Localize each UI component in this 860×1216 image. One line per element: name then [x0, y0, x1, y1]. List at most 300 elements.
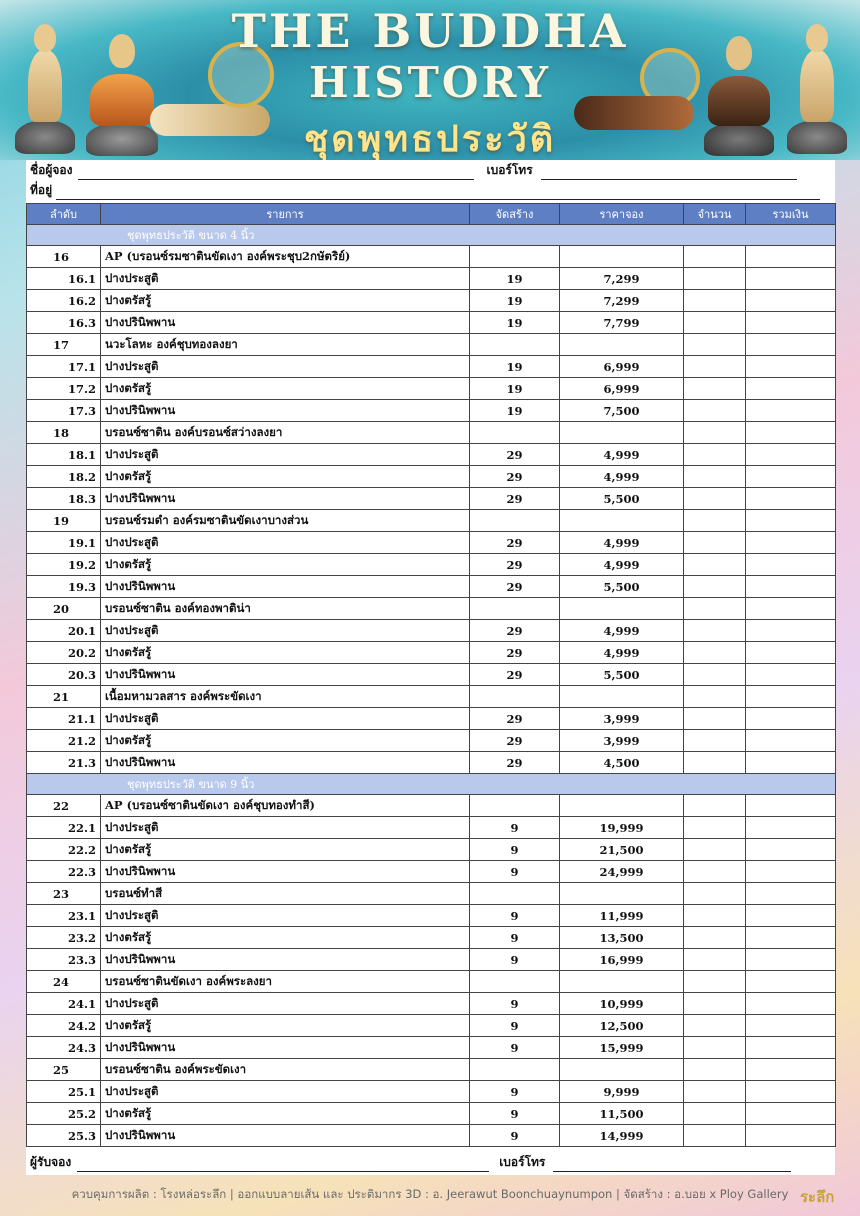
booking-price-cell: 3,999 [560, 730, 684, 752]
item-name-cell: ปางตรัสรู้ [101, 730, 470, 752]
order-no-cell: 23.1 [27, 905, 101, 927]
production-count-cell [470, 686, 560, 708]
quantity-input-cell[interactable] [684, 334, 746, 356]
item-name-cell: ปางตรัสรู้ [101, 1103, 470, 1125]
booking-price-cell: 14,999 [560, 1125, 684, 1147]
order-form-panel [26, 160, 835, 1175]
quantity-input-cell[interactable] [684, 444, 746, 466]
quantity-input-cell[interactable] [684, 576, 746, 598]
item-name-cell: ปางประสูติ [101, 356, 470, 378]
total-cell [746, 422, 836, 444]
production-count-cell [470, 598, 560, 620]
booking-price-cell: 11,999 [560, 905, 684, 927]
item-name-cell: บรอนซ์ซาติน องค์พระขัดเงา [101, 1059, 470, 1081]
production-count-cell: 29 [470, 532, 560, 554]
total-cell [746, 1103, 836, 1125]
item-name-cell: ปางประสูติ [101, 620, 470, 642]
quantity-input-cell[interactable] [684, 554, 746, 576]
production-count-cell [470, 246, 560, 268]
quantity-input-cell[interactable] [684, 422, 746, 444]
item-name-cell: บรอนซ์ซาติน องค์บรอนซ์สว่างลงยา [101, 422, 470, 444]
order-no-cell: 16.3 [27, 312, 101, 334]
product-row [27, 444, 836, 466]
item-name-cell: ปางประสูติ [101, 532, 470, 554]
product-group-row [27, 1059, 836, 1081]
product-row [27, 730, 836, 752]
product-row [27, 466, 836, 488]
product-row [27, 378, 836, 400]
quantity-input-cell[interactable] [684, 949, 746, 971]
total-cell [746, 730, 836, 752]
production-count-cell: 29 [470, 642, 560, 664]
booking-price-cell: 4,999 [560, 532, 684, 554]
item-name-cell: บรอนซ์ซาตินขัดเงา องค์พระลงยา [101, 971, 470, 993]
product-row [27, 993, 836, 1015]
order-no-cell: 16.2 [27, 290, 101, 312]
booking-price-cell: 6,999 [560, 378, 684, 400]
production-count-cell: 19 [470, 268, 560, 290]
item-name-cell: ปางปรินิพพาน [101, 312, 470, 334]
product-row [27, 1125, 836, 1147]
quantity-input-cell[interactable] [684, 620, 746, 642]
production-count-cell: 29 [470, 576, 560, 598]
total-cell [746, 686, 836, 708]
order-no-cell: 25.2 [27, 1103, 101, 1125]
title-thai: ชุดพุทธประวัติ [303, 118, 557, 160]
booking-price-cell: 5,500 [560, 576, 684, 598]
table-header-row [27, 204, 836, 225]
total-cell [746, 268, 836, 290]
booking-price-cell: 4,500 [560, 752, 684, 774]
booking-price-cell: 4,999 [560, 466, 684, 488]
total-cell [746, 905, 836, 927]
production-count-cell: 19 [470, 400, 560, 422]
title-history: HISTORY [308, 58, 552, 107]
product-row [27, 927, 836, 949]
order-no-cell: 23 [27, 883, 101, 905]
production-count-cell: 9 [470, 1037, 560, 1059]
order-no-cell: 21 [27, 686, 101, 708]
quantity-input-cell[interactable] [684, 1125, 746, 1147]
item-name-cell: AP (บรอนซ์ซาตินขัดเงา องค์ชุบทองทำสี) [101, 795, 470, 817]
total-cell [746, 620, 836, 642]
booking-price-cell: 19,999 [560, 817, 684, 839]
production-count-cell [470, 795, 560, 817]
booking-price-cell: 4,999 [560, 444, 684, 466]
product-row [27, 400, 836, 422]
booking-price-cell: 4,999 [560, 620, 684, 642]
product-group-row [27, 795, 836, 817]
order-no-cell: 18.3 [27, 488, 101, 510]
booking-price-cell: 3,999 [560, 708, 684, 730]
booking-price-cell: 15,999 [560, 1037, 684, 1059]
total-cell [746, 598, 836, 620]
phone-label: เบอร์โทร [486, 163, 533, 177]
total-cell [746, 927, 836, 949]
booking-price-cell [560, 422, 684, 444]
order-no-cell: 24.1 [27, 993, 101, 1015]
product-row [27, 312, 836, 334]
booking-price-cell: 5,500 [560, 488, 684, 510]
order-no-cell: 22 [27, 795, 101, 817]
product-group-row [27, 334, 836, 356]
quantity-input-cell[interactable] [684, 642, 746, 664]
total-cell [746, 1059, 836, 1081]
order-no-cell: 20.3 [27, 664, 101, 686]
order-no-cell: 17.1 [27, 356, 101, 378]
quantity-input-cell[interactable] [684, 686, 746, 708]
total-cell [746, 1125, 836, 1147]
order-no-cell: 18.1 [27, 444, 101, 466]
table-body [27, 225, 836, 1147]
total-cell [746, 334, 836, 356]
total-cell [746, 378, 836, 400]
name-field[interactable] [78, 167, 474, 180]
item-name-cell: ปางตรัสรู้ [101, 466, 470, 488]
production-count-cell [470, 510, 560, 532]
product-row [27, 949, 836, 971]
header-item: รายการ [101, 204, 470, 225]
production-count-cell: 29 [470, 708, 560, 730]
production-count-cell [470, 334, 560, 356]
booking-price-cell: 13,500 [560, 927, 684, 949]
booking-price-cell: 7,799 [560, 312, 684, 334]
total-cell [746, 642, 836, 664]
production-count-cell: 19 [470, 378, 560, 400]
order-no-cell: 25.3 [27, 1125, 101, 1147]
name-phone-row [30, 162, 830, 180]
quantity-input-cell[interactable] [684, 488, 746, 510]
quantity-input-cell[interactable] [684, 752, 746, 774]
order-no-cell: 16 [27, 246, 101, 268]
production-count-cell: 29 [470, 444, 560, 466]
quantity-input-cell[interactable] [684, 839, 746, 861]
production-count-cell [470, 883, 560, 905]
total-cell [746, 795, 836, 817]
production-count-cell [470, 1059, 560, 1081]
quantity-input-cell[interactable] [684, 246, 746, 268]
production-count-cell: 19 [470, 290, 560, 312]
product-row [27, 642, 836, 664]
production-count-cell: 29 [470, 554, 560, 576]
booking-price-cell [560, 246, 684, 268]
booking-price-cell [560, 334, 684, 356]
production-count-cell: 9 [470, 1015, 560, 1037]
order-no-cell: 17.2 [27, 378, 101, 400]
quantity-input-cell[interactable] [684, 400, 746, 422]
item-name-cell: ปางปรินิพพาน [101, 949, 470, 971]
phone-field[interactable] [541, 167, 797, 180]
address-label: ที่อยู่ [30, 183, 53, 197]
production-count-cell [470, 971, 560, 993]
item-name-cell: ปางประสูติ [101, 1081, 470, 1103]
total-cell [746, 708, 836, 730]
quantity-input-cell[interactable] [684, 510, 746, 532]
booking-price-cell: 16,999 [560, 949, 684, 971]
production-count-cell: 9 [470, 861, 560, 883]
total-cell [746, 510, 836, 532]
item-name-cell: ปางปรินิพพาน [101, 861, 470, 883]
booking-price-cell: 7,500 [560, 400, 684, 422]
header-banner [0, 0, 860, 160]
total-cell [746, 817, 836, 839]
total-cell [746, 883, 836, 905]
product-group-row [27, 510, 836, 532]
booking-price-cell: 11,500 [560, 1103, 684, 1125]
item-name-cell: ปางตรัสรู้ [101, 378, 470, 400]
quantity-input-cell[interactable] [684, 708, 746, 730]
total-cell [746, 839, 836, 861]
booking-price-cell [560, 971, 684, 993]
product-row [27, 576, 836, 598]
product-row [27, 620, 836, 642]
product-row [27, 1081, 836, 1103]
total-cell [746, 1037, 836, 1059]
booking-price-cell: 12,500 [560, 1015, 684, 1037]
booking-price-cell [560, 686, 684, 708]
item-name-cell: ปางปรินิพพาน [101, 1037, 470, 1059]
address-field[interactable] [56, 187, 820, 200]
order-no-cell: 19.3 [27, 576, 101, 598]
order-no-cell: 24.2 [27, 1015, 101, 1037]
item-name-cell: ปางตรัสรู้ [101, 642, 470, 664]
production-count-cell: 9 [470, 1081, 560, 1103]
quantity-input-cell[interactable] [684, 795, 746, 817]
section-header-row [27, 774, 836, 795]
order-no-cell: 18.2 [27, 466, 101, 488]
item-name-cell: ปางปรินิพพาน [101, 576, 470, 598]
quantity-input-cell[interactable] [684, 993, 746, 1015]
production-count-cell: 29 [470, 620, 560, 642]
product-group-row [27, 246, 836, 268]
item-name-cell: ปางประสูติ [101, 268, 470, 290]
booking-price-cell: 9,999 [560, 1081, 684, 1103]
booking-price-cell [560, 1059, 684, 1081]
order-no-cell: 18 [27, 422, 101, 444]
item-name-cell: ปางประสูติ [101, 993, 470, 1015]
receiver-field[interactable] [77, 1159, 489, 1172]
quantity-input-cell[interactable] [684, 730, 746, 752]
quantity-input-cell[interactable] [684, 532, 746, 554]
order-no-cell: 21.3 [27, 752, 101, 774]
booking-price-cell: 6,999 [560, 356, 684, 378]
total-cell [746, 971, 836, 993]
total-cell [746, 400, 836, 422]
product-row [27, 532, 836, 554]
total-cell [746, 1081, 836, 1103]
section-title: ชุดพุทธประวัติ ขนาด 4 นิ้ว [27, 225, 836, 246]
order-no-cell: 19.1 [27, 532, 101, 554]
total-cell [746, 356, 836, 378]
total-cell [746, 576, 836, 598]
quantity-input-cell[interactable] [684, 664, 746, 686]
total-cell [746, 312, 836, 334]
product-row [27, 817, 836, 839]
product-row [27, 708, 836, 730]
product-row [27, 1103, 836, 1125]
production-count-cell: 29 [470, 752, 560, 774]
order-no-cell: 17.3 [27, 400, 101, 422]
total-cell [746, 246, 836, 268]
total-cell [746, 993, 836, 1015]
price-table [26, 203, 836, 1147]
quantity-input-cell[interactable] [684, 883, 746, 905]
quantity-input-cell[interactable] [684, 905, 746, 927]
total-cell [746, 488, 836, 510]
item-name-cell: เนื้อมหามวลสาร องค์พระขัดเงา [101, 686, 470, 708]
booking-price-cell: 24,999 [560, 861, 684, 883]
order-no-cell: 20 [27, 598, 101, 620]
product-group-row [27, 883, 836, 905]
order-no-cell: 20.2 [27, 642, 101, 664]
quantity-input-cell[interactable] [684, 927, 746, 949]
production-count-cell [470, 422, 560, 444]
production-count-cell: 29 [470, 664, 560, 686]
item-name-cell: ปางปรินิพพาน [101, 400, 470, 422]
item-name-cell: ปางประสูติ [101, 708, 470, 730]
production-count-cell: 9 [470, 927, 560, 949]
quantity-input-cell[interactable] [684, 290, 746, 312]
order-no-cell: 25.1 [27, 1081, 101, 1103]
item-name-cell: ปางปรินิพพาน [101, 1125, 470, 1147]
order-no-cell: 21.1 [27, 708, 101, 730]
section-title: ชุดพุทธประวัติ ขนาด 9 นิ้ว [27, 774, 836, 795]
quantity-input-cell[interactable] [684, 598, 746, 620]
order-no-cell: 24 [27, 971, 101, 993]
product-row [27, 1037, 836, 1059]
quantity-input-cell[interactable] [684, 1015, 746, 1037]
product-row [27, 839, 836, 861]
header-production-count: จัดสร้าง [470, 204, 560, 225]
production-count-cell: 29 [470, 488, 560, 510]
order-no-cell: 23.2 [27, 927, 101, 949]
total-cell [746, 752, 836, 774]
item-name-cell: AP (บรอนซ์รมซาตินขัดเงา องค์พระชุบ2กษัตริย์) [101, 246, 470, 268]
header-quantity: จำนวน [684, 204, 746, 225]
quantity-input-cell[interactable] [684, 1103, 746, 1125]
product-row [27, 664, 836, 686]
quantity-input-cell[interactable] [684, 356, 746, 378]
product-row [27, 861, 836, 883]
booking-price-cell: 21,500 [560, 839, 684, 861]
header-booking-price: ราคาจอง [560, 204, 684, 225]
production-count-cell: 9 [470, 1125, 560, 1147]
receiver-phone-field[interactable] [553, 1159, 791, 1172]
booking-price-cell: 4,999 [560, 554, 684, 576]
booking-price-cell: 4,999 [560, 642, 684, 664]
header-total: รวมเงิน [746, 204, 836, 225]
order-no-cell: 22.2 [27, 839, 101, 861]
item-name-cell: ปางตรัสรู้ [101, 1015, 470, 1037]
product-row [27, 905, 836, 927]
production-count-cell: 19 [470, 312, 560, 334]
total-cell [746, 444, 836, 466]
item-name-cell: ปางปรินิพพาน [101, 488, 470, 510]
item-name-cell: นวะโลหะ องค์ชุบทองลงยา [101, 334, 470, 356]
total-cell [746, 861, 836, 883]
booking-price-cell [560, 598, 684, 620]
booking-price-cell [560, 795, 684, 817]
production-count-cell: 9 [470, 1103, 560, 1125]
quantity-input-cell[interactable] [684, 1059, 746, 1081]
production-count-cell: 19 [470, 356, 560, 378]
item-name-cell: ปางตรัสรู้ [101, 290, 470, 312]
order-no-cell: 17 [27, 334, 101, 356]
order-no-cell: 23.3 [27, 949, 101, 971]
total-cell [746, 949, 836, 971]
quantity-input-cell[interactable] [684, 312, 746, 334]
ralueg-logo: ระลึก [800, 1188, 835, 1206]
booking-price-cell: 7,299 [560, 268, 684, 290]
item-name-cell: ปางปรินิพพาน [101, 664, 470, 686]
item-name-cell: ปางตรัสรู้ [101, 927, 470, 949]
footer-credits: ควบคุมการผลิต : โรงหล่อระลึก | ออกแบบลายเส้น และ ประติมากร 3D : อ. Jeerawut Boonchuaynumpon | จัดสร้าง : อ.บอย x Ploy Gallery [71, 1187, 789, 1201]
order-no-cell: 22.3 [27, 861, 101, 883]
quantity-input-cell[interactable] [684, 971, 746, 993]
title-the-buddha: THE BUDDHA [231, 4, 629, 58]
product-row [27, 268, 836, 290]
total-cell [746, 664, 836, 686]
product-row [27, 554, 836, 576]
production-count-cell: 9 [470, 993, 560, 1015]
receiver-row [30, 1154, 830, 1172]
item-name-cell: ปางประสูติ [101, 905, 470, 927]
production-count-cell: 29 [470, 730, 560, 752]
order-no-cell: 25 [27, 1059, 101, 1081]
quantity-input-cell[interactable] [684, 466, 746, 488]
order-no-cell: 20.1 [27, 620, 101, 642]
receiver-phone-label: เบอร์โทร [499, 1155, 546, 1169]
quantity-input-cell[interactable] [684, 1081, 746, 1103]
total-cell [746, 466, 836, 488]
quantity-input-cell[interactable] [684, 817, 746, 839]
booking-price-cell: 10,999 [560, 993, 684, 1015]
order-no-cell: 19 [27, 510, 101, 532]
booking-price-cell [560, 510, 684, 532]
quantity-input-cell[interactable] [684, 378, 746, 400]
product-row [27, 488, 836, 510]
booking-price-cell [560, 883, 684, 905]
booking-price-cell: 7,299 [560, 290, 684, 312]
product-row [27, 290, 836, 312]
production-count-cell: 29 [470, 466, 560, 488]
item-name-cell: ปางตรัสรู้ [101, 554, 470, 576]
item-name-cell: บรอนซ์ทำสี [101, 883, 470, 905]
total-cell [746, 532, 836, 554]
quantity-input-cell[interactable] [684, 861, 746, 883]
order-no-cell: 21.2 [27, 730, 101, 752]
order-no-cell: 24.3 [27, 1037, 101, 1059]
order-no-cell: 22.1 [27, 817, 101, 839]
production-count-cell: 9 [470, 905, 560, 927]
quantity-input-cell[interactable] [684, 268, 746, 290]
product-group-row [27, 971, 836, 993]
item-name-cell: บรอนซ์ซาติน องค์ทองพาติน่า [101, 598, 470, 620]
item-name-cell: ปางปรินิพพาน [101, 752, 470, 774]
quantity-input-cell[interactable] [684, 1037, 746, 1059]
production-count-cell: 9 [470, 839, 560, 861]
item-name-cell: ปางประสูติ [101, 444, 470, 466]
header-order-no: ลำดับ [27, 204, 101, 225]
production-count-cell: 9 [470, 817, 560, 839]
section-header-row [27, 225, 836, 246]
order-no-cell: 19.2 [27, 554, 101, 576]
product-group-row [27, 422, 836, 444]
total-cell [746, 1015, 836, 1037]
item-name-cell: ปางประสูติ [101, 817, 470, 839]
receiver-label: ผู้รับจอง [30, 1155, 72, 1169]
product-group-row [27, 686, 836, 708]
